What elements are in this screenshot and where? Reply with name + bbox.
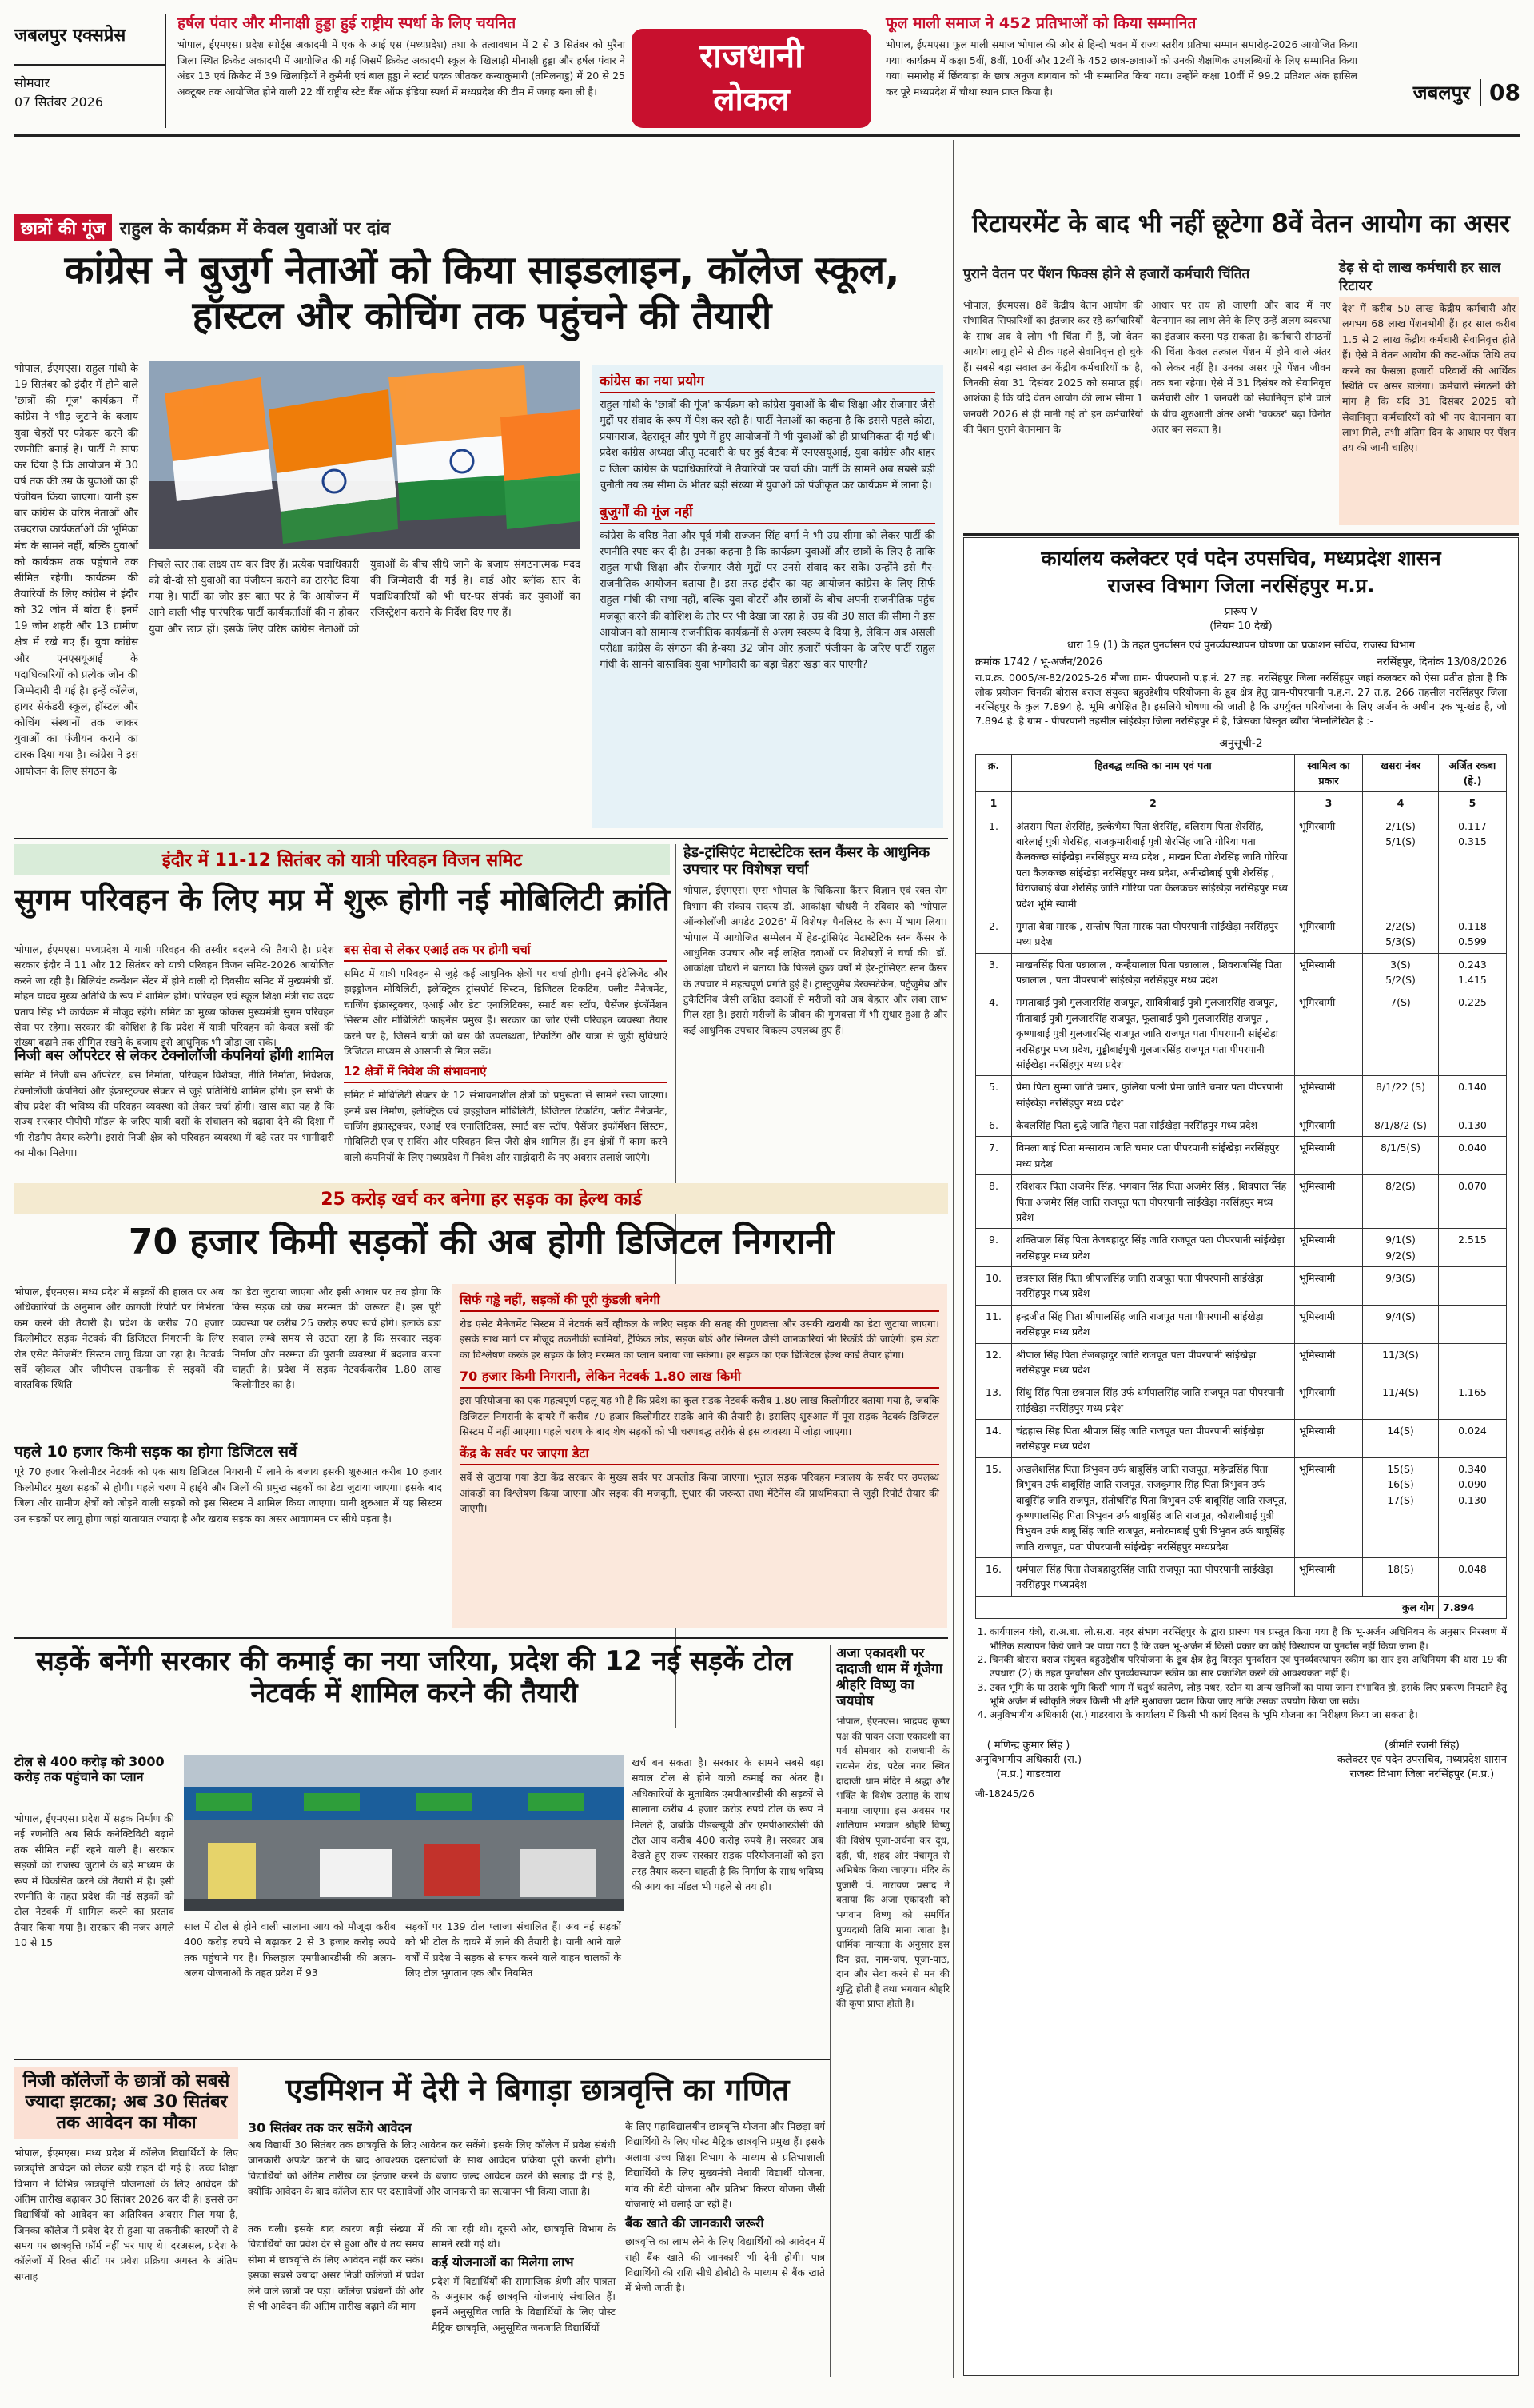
row-type: भूमिस्वामी bbox=[1295, 1229, 1363, 1267]
notice-rule: (नियम 10 देखें) bbox=[1209, 620, 1273, 632]
story1-kicker-sub: राहुल के कार्यक्रम में केवल युवाओं पर दांव bbox=[119, 219, 391, 239]
row-type: भूमिस्वामी bbox=[1295, 1558, 1363, 1597]
story5-box-title: पहले 10 हजार किमी सड़क का होगा डिजिटल सर्वे bbox=[14, 1443, 297, 1461]
story6-col3: सड़कों पर 139 टोल प्लाजा संचालित हैं। अब नई सड़कों को भी टोल के दायरे में लाने की तैयारी है। यानी आने वाले वर्षों में प्रदेश में सड़क से सफर करने वाले वाहन चालकों के लिए टोल भुगतान एक और नियमित bbox=[405, 1920, 621, 1979]
row-type: भूमिस्वामी bbox=[1295, 953, 1363, 991]
masthead-right bbox=[1369, 72, 1520, 112]
teaser-right-title: फूल माली समाज ने 452 प्रतिभाओं को किया सम्मानित bbox=[886, 14, 1197, 32]
story6-col4: खर्च बन सकता है। सरकार के सामने सबसे बड़ा सवाल टोल से होने वाली कमाई का अंतर है। अधिकारियों के मुताबिक एमपीआरडीसी की सड़कों से सालाना करीब 4 हजार करोड़ रुपये टोल के रूप में मिलते हैं, जबकि पीडब्ल्यूडी और एमपीआरडीसी की टोल आय करीब 400 करोड़ रुपये है। सरकार अब देखते हुए राज्य सरकार सड़क परियोजनाओं को इस तरह तैयार करना चाहती है कि निर्माण के साथ भविष्य की आय का मॉडल भी पहले से तय हो। bbox=[632, 1756, 823, 1892]
masthead-left bbox=[14, 14, 166, 128]
land-table-row bbox=[976, 1381, 1507, 1420]
story8-box2-title: बैंक खाते की जानकारी जरूरी bbox=[625, 2215, 764, 2231]
paper-name: जबलपुर एक्सप्रेस bbox=[14, 26, 126, 46]
section-subtitle: लोकल bbox=[713, 82, 790, 118]
th-khasra: खसरा नंबर bbox=[1363, 754, 1439, 792]
khasra-value: 9/2(S) bbox=[1385, 1249, 1416, 1262]
row-area bbox=[1439, 1420, 1507, 1458]
area-value bbox=[1443, 1347, 1502, 1361]
area-value: 0.090 bbox=[1458, 1478, 1487, 1491]
land-table-row bbox=[976, 815, 1507, 915]
th-type: स्वामित्व का प्रकार bbox=[1295, 754, 1363, 792]
teaser-right bbox=[886, 14, 1357, 128]
land-table-row bbox=[976, 1420, 1507, 1458]
teaser-left-text: भोपाल, ईएमएस। प्रदेश स्पोर्ट्स अकादमी में एक के आई एस (मध्यप्रदेश) तथा के तत्वावधान में 2 से 3 सितंबर को मुरैना जिला स्थित क्रिकेट अकादमी में आयोजित की गई जिसमें क्रिकेट अकादमी स्कूल के खिलाड़ी मीनाक्षी हुड्डा और हर्षल पंवार ने अंडर 13 एवं क्रिकेट में 39 खिलाड़ियों ने कुमैनी एवं बाल हुड्डा ने स्टार्ट पदक जीतकर कन्याकुमारी (तमिलनाडु) में 20 से 25 अक्टूबर तक आयोजित होने वाली 22 वीं राष्ट्रीय स्टेट बैंक ऑफ इंडिया स्पर्धा में मध्यप्रदेश की टीम में जगह बना ली है। bbox=[177, 38, 625, 98]
notice-form: प्रारूप V bbox=[1224, 606, 1258, 618]
row-sn: 14. bbox=[976, 1420, 1012, 1458]
row-type: भूमिस्वामी bbox=[1295, 1420, 1363, 1458]
area-value: 0.024 bbox=[1458, 1425, 1487, 1437]
story8-left-text: भोपाल, ईएमएस। मध्य प्रदेश में कॉलेज विद्यार्थियों के लिए छात्रवृत्ति आवेदन को लेकर बड़ी राहत दी गई है। उच्च शिक्षा विभाग ने विभिन्न छात्रवृत्ति योजनाओं के लिए आवेदन की अंतिम तारीख बढ़ाकर 30 सितंबर 2026 कर दी है। इससे उन विद्यार्थियों को आवेदन का अतिरिक्त अवसर मिल गया है, जिनका कॉलेज में प्रवेश देर से हुआ या तकनीकी कारणों से वे समय पर छात्रवृत्ति फॉर्म नहीं भर पाए थे। दरअसल, प्रदेश के कॉलेजों में रिक्त सीटों पर प्रवेश प्रक्रिया अगस्त के अंतिम सप्ताह bbox=[14, 2146, 238, 2282]
row-name: ममताबाई पुत्री गुलजारसिंह राजपूत, सावित्रीबाई पुत्री गुलजारसिंह राजपूत, गीताबाई पुत्री गुलजारसिंह राजपूत, फूलाबाई पुत्री गुलजारसिंह राजपूत , कृष्णाबाई पुत्री गुलजारसिंह राजपूत जाति राजपूत पता पीपरपानी सांईखेड़ा नरसिंहपुर मध्य प्रदेश, गुड्डीबाईपुत्री गुलजारसिंह राजपूत पता पीपरपानी सांईखेड़ा नरसिंहपुर मध्य प्रदेश bbox=[1012, 991, 1295, 1076]
land-table-row bbox=[976, 1343, 1507, 1381]
khasra-value: 2/2(S) bbox=[1385, 919, 1416, 932]
area-value: 0.243 bbox=[1458, 958, 1487, 971]
land-table-row bbox=[976, 1175, 1507, 1229]
story8-col1: अब विद्यार्थी 30 सितंबर तक छात्रवृत्ति के लिए आवेदन कर सकेंगे। इसके लिए कॉलेज में प्रवेश संबंधी जानकारी अपडेट कराने के बाद आवश्यक दस्तावेजों के साथ आवेदन प्रक्रिया पूरी करनी होगी। विद्यार्थियों को अंतिम तारीख का इंतजार करने के बजाय जल्द आवेदन करने की सलाह दी गई है, क्योंकि आवेदन के बाद कॉलेज स्तर पर दस्तावेजों और जानकारी का सत्यापन भी किया जाता है। bbox=[248, 2139, 616, 2198]
row-name: इन्द्रजीत सिंह पिता श्रीपालसिंह जाति राजपूत पता पीपरपानी सांईखेड़ा नरसिंहपुर मध्य प्रदेश bbox=[1012, 1305, 1295, 1343]
story5-side2-text: इस परियोजना का एक महत्वपूर्ण पहलू यह भी है कि प्रदेश का कुल सड़क नेटवर्क करीब 1.80 लाख किलोमीटर बताया गया है, जबकि डिजिटल निगरानी के दायरे में करीब 70 हजार किलोमीटर सड़कें आने की तैयारी है। इसलिए शुरुआत में पूरा सड़क नेटवर्क डिजिटल सिस्टम में नहीं आएगा। पहले चरण के बाद शेष सड़कों को भी चरणबद्ध तरीके से इस व्यवस्था में जोड़ा जाएगा। bbox=[460, 1394, 939, 1437]
khasra-value: 17(S) bbox=[1387, 1493, 1414, 1506]
land-table-body bbox=[976, 815, 1507, 1596]
row-name: प्रेमा पिता सुम्मा जाति चमार, फुलिया पत्नी प्रेमा जाति चमार पता पीपरपानी सांईखेड़ा नरसिंहपुर मध्य प्रदेश bbox=[1012, 1076, 1295, 1114]
khasra-value: 5/3(S) bbox=[1385, 935, 1416, 948]
story3-side2-title: 12 क्षेत्रों में निवेश की संभावनाएं bbox=[344, 1063, 667, 1083]
row-sn: 10. bbox=[976, 1267, 1012, 1306]
divider-story3 bbox=[14, 838, 948, 839]
notice-ref-right: नरसिंहपुर, दिनांक 13/08/2026 bbox=[1377, 656, 1507, 668]
row-area bbox=[1439, 815, 1507, 915]
story3-box bbox=[14, 1047, 334, 1167]
colnum-4: 4 bbox=[1363, 792, 1439, 815]
area-value: 0.315 bbox=[1458, 835, 1487, 847]
toll-plaza-photo bbox=[184, 1755, 624, 1911]
row-khasra bbox=[1363, 1343, 1439, 1381]
story1-col2: निचले स्तर तक लक्ष्य तय कर दिए हैं। प्रत्येक पदाधिकारी को दो-दो सौ युवाओं का पंजीयन कराने का टारगेट दिया गया है। पार्टी का जोर इस बात पर है कि आयोजन में आने वाली भीड़ पारंपरिक पार्टी कार्यकर्ताओं की न होकर युवा और छात्र हों। इसके लिए वरिष्ठ कांग्रेस नेताओं को युवाओं के बीच सीधे जाने के बजाय संगठनात्मक मदद की जिम्मेदारी दी गई है। वार्ड और ब्लॉक स्तर के पदाधिकारियों को भी घर-घर संपर्क कर युवाओं का रजिस्ट्रेशन कराने के निर्देश दिए गए हैं। bbox=[149, 559, 580, 636]
story5-side3-text: सर्वे से जुटाया गया डेटा केंद्र सरकार के मुख्य सर्वर पर अपलोड किया जाएगा। भूतल सड़क परिवहन मंत्रालय के सर्वर पर उपलब्ध आंकड़ों का विश्लेषण किया जाएगा और सड़क की मजबूती, सुधार की जरूरत तथा मेंटेनेंस की प्राथमिकता से जुड़ी रिपोर्ट तैयार की जाएगी। bbox=[460, 1471, 939, 1514]
row-sn: 1. bbox=[976, 815, 1012, 915]
row-area bbox=[1439, 1381, 1507, 1420]
row-khasra bbox=[1363, 1076, 1439, 1114]
story5-side2-title: 70 हजार किमी निगरानी, लेकिन नेटवर्क 1.80 लाख किमी bbox=[460, 1367, 939, 1389]
khasra-value: 5/2(S) bbox=[1385, 974, 1416, 986]
story8-box2-text: छात्रवृत्ति का लाभ लेने के लिए विद्यार्थियों को आवेदन में सही बैंक खाते की जानकारी भी देनी होगी। पात्र विद्यार्थियों की राशि सीधे डीबीटी के माध्यम से बैंक खाते में भेजी जाती है। bbox=[625, 2235, 825, 2294]
story2-headline: रिटायरमेंट के बाद भी नहीं छूटेगा 8वें वेतन आयोग का असर bbox=[972, 209, 1510, 238]
congress-flags-image bbox=[149, 361, 580, 549]
row-name: धर्मपाल सिंह पिता तेजबहादुरसिंह जाति राजपूत पता पीपरपानी सांईखेड़ा नरसिंहपुर मध्यप्रदेश bbox=[1012, 1558, 1295, 1597]
khasra-value: 15(S) bbox=[1387, 1462, 1414, 1475]
row-sn: 4. bbox=[976, 991, 1012, 1076]
notice-note: 1. कार्यपालन यंत्री, रा.अ.बा. लो.स.रा. नहर संभाग नरसिंहपुर के द्वारा प्रारूप पत्र प्रस्तुत किया गया है कि भू-अर्जन अधिनियम के अनुसार निरस्त्रण में भौतिक सत्यापन किये जाने पर पाया गया है कि उक्त भू-अर्जन में किसी प्रकार का कोई विस्थापन या पुनर्वास नहीं किया जाना है। bbox=[990, 1625, 1507, 1653]
row-name: छत्रसाल सिंह पिता श्रीपालसिंह जाति राजपूत पता पीपरपानी सांईखेड़ा नरसिंहपुर मध्य प्रदेश bbox=[1012, 1267, 1295, 1306]
story8-col1b: तक चली। इसके बाद कारण बड़ी संख्या में विद्यार्थियों का प्रवेश देर से हुआ और वे तय समय सीमा में छात्रवृत्ति के लिए आवेदन नहीं कर सके। इसका सबसे ज्यादा असर निजी कॉलेजों में प्रवेश लेने वाले छात्रों पर पड़ा। कॉलेज प्रबंधनों की ओर से भी आवेदन की अंतिम तारीख बढ़ाने की मांग bbox=[248, 2223, 424, 2312]
signature-right bbox=[1337, 1737, 1507, 1780]
story6-headline: सड़कें बनेंगी सरकार की कमाई का नया जरिया, प्रदेश की 12 नई सड़कें टोल नेटवर्क में शामिल करने की तैयारी bbox=[35, 1645, 793, 1710]
story5-side bbox=[452, 1284, 947, 1628]
sign-left-name: ( मणिन्द्र कुमार सिंह ) bbox=[986, 1739, 1070, 1752]
story3-side-title: बस सेवा से लेकर एआई तक पर होगी चर्चा bbox=[344, 942, 667, 962]
row-name: शक्तिपाल सिंह पिता तेजबहादुर सिंह जाति राजपूत पता पीपरपानी सांईखेड़ा नरसिंहपुर मध्य प्रदेश bbox=[1012, 1229, 1295, 1267]
divider-story6 bbox=[14, 1637, 948, 1639]
khasra-value: 9/4(S) bbox=[1385, 1310, 1416, 1322]
story6-col2: साल में टोल से होने वाली सालाना आय को मौजूदा करीब 400 करोड़ रुपये से बढ़ाकर 2 से 3 हजार करोड़ रुपये तक पहुंचाने पर है। फिलहाल एमपीआरडीसी की अलग-अलग योजनाओं के तहत प्रदेश में 93 bbox=[184, 1920, 396, 1979]
sign-right-name: (श्रीमति रजनी सिंह) bbox=[1384, 1739, 1460, 1752]
khasra-value: 9/1(S) bbox=[1385, 1234, 1416, 1246]
divider-notice-top bbox=[963, 533, 1519, 536]
row-khasra bbox=[1363, 1420, 1439, 1458]
row-khasra bbox=[1363, 1558, 1439, 1597]
story2-sub1: पुराने वेतन पर पेंशन फिक्स होने से हजारों कर्मचारी चिंतित bbox=[963, 266, 1250, 282]
area-value bbox=[1443, 1270, 1502, 1285]
khasra-value: 9/3(S) bbox=[1385, 1272, 1416, 1284]
row-type: भूमिस्वामी bbox=[1295, 1381, 1363, 1420]
story8-col2: की जा रही थी। दूसरी ओर, छात्रवृत्ति विभाग के सामने रखी गई थी। bbox=[432, 2223, 616, 2251]
total-label: कुल योग bbox=[976, 1596, 1439, 1618]
land-table-row bbox=[976, 953, 1507, 991]
signature-left bbox=[975, 1737, 1082, 1780]
page-number: 08 bbox=[1480, 79, 1520, 106]
story5-side3-title: केंद्र के सर्वर पर जाएगा डेटा bbox=[460, 1444, 939, 1465]
khasra-value: 3(S) bbox=[1390, 958, 1411, 971]
row-type: भूमिस्वामी bbox=[1295, 1305, 1363, 1343]
story3-side2-text: समिट में मोबिलिटी सेक्टर के 12 संभावनाशील क्षेत्रों को प्रमुखता से सामने रखा जाएगा। इनमें बस निर्माण, इलेक्ट्रिक एवं हाइड्रोजन मोबिलिटी, डिजिटल टिकटिंग, फ्लीट मैनेजमेंट, चार्जिंग इंफ्रास्ट्रक्चर, एआई एवं एनालिटिक्स, स्मार्ट बस स्टॉप, पैसेंजर इंफॉर्मेशन सिस्टम, मोबिलिटी-एज-ए-सर्विस और परिवहन वित्त जैसे क्षेत्र शामिल हैं। इन क्षेत्रों में काम करने वाली कंपनियों के लिए मध्यप्रदेश में निवेश और साझेदारी के नए अवसर तलाशे जाएंगे। bbox=[344, 1089, 667, 1163]
row-sn: 3. bbox=[976, 953, 1012, 991]
row-type: भूमिस्वामी bbox=[1295, 1175, 1363, 1229]
khasra-value: 18(S) bbox=[1387, 1563, 1414, 1575]
story7 bbox=[836, 1645, 950, 2034]
row-area bbox=[1439, 1137, 1507, 1175]
row-area bbox=[1439, 1229, 1507, 1267]
toll-plaza-image bbox=[184, 1755, 624, 1911]
row-area bbox=[1439, 953, 1507, 991]
row-name: विमला बाई पिता मन्साराम जाति चमार पता पीपरपानी सांईखेड़ा नरसिंहपुर मध्य प्रदेश bbox=[1012, 1137, 1295, 1175]
row-sn: 15. bbox=[976, 1457, 1012, 1557]
th-area: अर्जित रकबा (हे.) bbox=[1439, 754, 1507, 792]
land-table-row bbox=[976, 1457, 1507, 1557]
story8-left bbox=[14, 2067, 238, 2378]
land-table-row bbox=[976, 1558, 1507, 1597]
land-table-header bbox=[976, 754, 1507, 792]
story7-headline: अजा एकादशी पर दादाजी धाम में गूंजेगा श्रीहरि विष्णु का जयघोष bbox=[836, 1645, 942, 1710]
notice-ref-row bbox=[975, 654, 1507, 668]
row-khasra bbox=[1363, 1114, 1439, 1137]
story8-mid bbox=[432, 2221, 616, 2377]
notice-ref-left: क्रमांक 1742 / भू-अर्जन/2026 bbox=[975, 656, 1103, 668]
story5-col1: भोपाल, ईएमएस। मध्य प्रदेश में सड़कों की हालत पर अब अधिकारियों के अनुमान और कागजी रिपोर्ट पर निर्भरता कम करने की तैयारी है। प्रदेश के करीब 70 हजार किलोमीटर सड़क नेटवर्क की डिजिटल निगरानी के लिए रोड एसेट मैनेजमेंट सिस्टम लागू किया जा रहा है। नेटवर्क सर्वे व्हीकल और जीपीएस तकनीक से सड़कों की वास्तविक स्थिति bbox=[14, 1286, 224, 1391]
khasra-value: 8/1/5(S) bbox=[1381, 1142, 1420, 1154]
row-sn: 13. bbox=[976, 1381, 1012, 1420]
khasra-value: 2/1(S) bbox=[1385, 819, 1416, 832]
story1-kicker: छात्रों की गूंज bbox=[14, 214, 112, 241]
notice-note: 4. अनुविभागीय अधिकारी (रा.) गाडरवारा के कार्यालय में किसी भी कार्य दिवस के भूमि योजना का निरीक्षण किया जा सकता है। bbox=[990, 1708, 1507, 1722]
area-value: 0.070 bbox=[1458, 1180, 1487, 1193]
notice-title2: राजस्व विभाग जिला नरसिंहपुर म.प्र. bbox=[1107, 574, 1375, 597]
khasra-value: 11/4(S) bbox=[1382, 1386, 1419, 1399]
row-sn: 9. bbox=[976, 1229, 1012, 1267]
story6-col1: भोपाल, ईएमएस। प्रदेश में सड़क निर्माण की नई रणनीति अब सिर्फ कनेक्टिविटी बढ़ाने तक सीमित नहीं रहने वाली है। सरकार सड़कों को राजस्व जुटाने के बड़े माध्यम के रूप में विकसित करने की तैयारी में है। इसी रणनीति के तहत प्रदेश की नई सड़कों को टोल नेटवर्क में शामिल करने का प्रस्ताव तैयार किया गया है। सरकार की नजर अगले 10 से 15 bbox=[14, 1812, 174, 1948]
notice-annex: अनुसूची-2 bbox=[1219, 736, 1263, 750]
land-schedule-table bbox=[975, 754, 1507, 1620]
area-value: 0.130 bbox=[1458, 1119, 1487, 1131]
story3-side-text: समिट में यात्री परिवहन से जुड़े कई आधुनिक क्षेत्रों पर चर्चा होगी। इनमें इंटेलिजेंट और हाइड्रोजन मोबिलिटी, इलेक्ट्रिक ट्रांसपोर्ट सिस्टम, डिजिटल टिकटिंग, फ्लीट मैनेजमेंट, चार्जिंग इंफ्रास्ट्रक्चर, एआई और डेटा एनालिटिक्स, स्मार्ट बस स्टॉप, पैसेंजर इंफॉर्मेशन सिस्टम और मोबिलिटी फाइनेंस प्रमुख हैं। सरकार का जोर ऐसी परिवहन व्यवस्था तैयार करने पर है, जिसमें यात्री को बस की उपलब्धता, टिकटिंग और यात्रा से जुड़ी सुविधाएं डिजिटल माध्यम से आसानी से मिल सकें। bbox=[344, 967, 667, 1057]
row-khasra bbox=[1363, 1305, 1439, 1343]
row-area bbox=[1439, 915, 1507, 953]
row-khasra bbox=[1363, 1137, 1439, 1175]
sign-left-place: (म.प्र.) गाडरवारा bbox=[996, 1768, 1061, 1780]
row-name: चंद्रहास सिंह पिता श्रीपाल सिंह जाति राजपूत पता पीपरपानी सांईखेड़ा नरसिंहपुर मध्य प्रदेश bbox=[1012, 1420, 1295, 1458]
area-value bbox=[1443, 1248, 1502, 1262]
divider-story7 bbox=[830, 1645, 831, 2377]
row-type: भूमिस्वामी bbox=[1295, 1267, 1363, 1306]
area-value: 2.515 bbox=[1458, 1234, 1487, 1246]
area-value: 0.225 bbox=[1458, 996, 1487, 1009]
land-table-row bbox=[976, 1137, 1507, 1175]
row-type: भूमिस्वामी bbox=[1295, 991, 1363, 1076]
section-title: राजधानी bbox=[699, 36, 804, 75]
story5-headline: 70 हजार किमी सड़कों की अब होगी डिजिटल निगरानी bbox=[128, 1222, 835, 1262]
govt-notice bbox=[963, 537, 1519, 2376]
story4-headline: हेड-ट्रांसिएंट मेटास्टेटिक स्तन कैंसर के आधुनिक उपचार पर विशेषज्ञ चर्चा bbox=[683, 844, 930, 879]
row-khasra bbox=[1363, 915, 1439, 953]
city-name: जबलपुर bbox=[1412, 81, 1471, 104]
row-sn: 2. bbox=[976, 915, 1012, 953]
edition-date: सोमवार 07 सितंबर 2026 bbox=[14, 64, 165, 112]
row-name: अखलेशसिंह पिता त्रिभुवन उर्फ बाबूसिंह जाति राजपूत, महेन्द्रसिंह पिता त्रिभुवन उर्फ बाबूसिंह जाति राजपूत, राजकुमार सिंह पिता त्रिभुवन उर्फ बाबूसिंह जाति राजपूत, संतोषसिंह पिता त्रिभुवन उर्फ बाबूसिंह जाति राजपूत, कृष्णपालसिंह पिता त्रिभुवन उर्फ बाबूसिंह जाति राजपूत, कौशलीबाई पुत्री त्रिभुवन उर्फ बाबू सिंह जाति राजपूत, मनोरमाबाई पुत्री त्रिभुवन उर्फ बाबूसिंह जाति राजपूत, पता पीपरपानी सांईखेड़ा नरसिंहपुर मध्यप्रदेश bbox=[1012, 1457, 1295, 1557]
story8-box-title: कई योजनाओं का मिलेगा लाभ bbox=[432, 2254, 574, 2270]
khasra-value: 16(S) bbox=[1387, 1478, 1414, 1491]
area-value: 1.165 bbox=[1458, 1386, 1487, 1399]
story3-lead: भोपाल, ईएमएस। मध्यप्रदेश में यात्री परिवहन की तस्वीर बदलने की तैयारी है। प्रदेश सरकार इंदौर में 11 और 12 सितंबर को यात्री परिवहन विजन समिट-2026 आयोजित करने जा रही है। ब्रिलियंट कन्वेंशन सेंटर में होने वाली दो दिवसीय समिट में मुख्यमंत्री डॉ. मोहन यादव मुख्य अतिथि के रूप में शामिल होंगे। परिवहन एवं स्कूल शिक्षा मंत्री राव उदय प्रताप सिंह भी कार्यक्रम में मौजूद रहेंगे। समिट का मुख्य फोकस मुख्यमंत्री सुगम परिवहन सेवा पर रहेगा। सरकार की कोशिश है कि प्रदेश में यात्री परिवहन को केवल बसों की संख्या बढ़ाने तक सीमित रखने के बजाय इसे आधुनिक भी जोड़ा जा सके। bbox=[14, 943, 334, 1049]
story5-box bbox=[14, 1443, 442, 1623]
story1-box2-title: बुजुर्गों की गूंज नहीं bbox=[600, 502, 935, 524]
land-table-total bbox=[976, 1596, 1507, 1618]
row-area bbox=[1439, 991, 1507, 1076]
th-sn: क्र. bbox=[976, 754, 1012, 792]
row-area bbox=[1439, 1305, 1507, 1343]
notice-signatures bbox=[975, 1737, 1507, 1780]
story1-box1-title: कांग्रेस का नया प्रयोग bbox=[600, 371, 935, 393]
row-khasra bbox=[1363, 953, 1439, 991]
story2-sub2: डेढ़ से दो लाख कर्मचारी हर साल रिटायर bbox=[1339, 260, 1501, 294]
area-value: 0.599 bbox=[1458, 935, 1487, 948]
row-type: भूमिस्वामी bbox=[1295, 815, 1363, 915]
row-type: भूमिस्वामी bbox=[1295, 1457, 1363, 1557]
story1-sidebox bbox=[592, 365, 943, 828]
notice-note: 2. चिनकी बोरास बराज संयुक्त बहुउद्देशीय परियोजना के डूब क्षेत्र हेतु विस्तृत पुनर्वासन एवं पुनर्व्यवस्थापन स्कीम का सार इस अधिनियम की धारा-19 की उपधारा (2) के तहत पुनर्वासन और पुनर्व्यवस्थापन स्कीम का सार प्रकाशित करने की आवश्यकता नहीं है। bbox=[990, 1653, 1507, 1681]
land-table-row bbox=[976, 1076, 1507, 1114]
area-value: 0.340 bbox=[1458, 1462, 1487, 1475]
row-type: भूमिस्वामी bbox=[1295, 1343, 1363, 1381]
area-value: 0.118 bbox=[1458, 919, 1487, 932]
story4-text: भोपाल, ईएमएस। एम्स भोपाल के चिकित्सा कैंसर विज्ञान एवं रक्त रोग विभाग की संकाय सदस्य डॉ. आकांक्षा चौधरी ने रविवार को 'भोपाल ऑन्कोलॉजी अपडेट 2026' में विशेषज्ञ पैनलिस्ट के रूप में भाग लिया। भोपाल में आयोजित सम्मेलन में हेड-ट्रांसिएंट मेटास्टेटिक स्तन कैंसर के आधुनिक उपचार और नई लक्षित दवाओं पर विशेषज्ञों ने चर्चा की। डॉ. आकांक्षा चौधरी ने बताया कि पिछले कुछ वर्षों में हेर-ट्रांसिएंट स्तन कैंसर के उपचार में महत्वपूर्ण प्रगति हुई है। ट्रास्टुजुमैब डेरक्सटेकेन, पर्टुजुमैब और टुकैटिनिब जैसी लक्षित दवाओं से मरीजों को अब बेहतर और लंबा लाभ मिल रहा है। इससे मरीजों के जीवन की गुणवत्ता में भी सुधार हुआ है और कई आधुनिक उपचार विकल्प उपलब्ध हुए हैं। bbox=[683, 884, 947, 1036]
row-khasra bbox=[1363, 1229, 1439, 1267]
story5-box-text: पूरे 70 हजार किलोमीटर नेटवर्क को एक साथ डिजिटल निगरानी में लाने के बजाय इसकी शुरुआत करीब 10 हजार किलोमीटर मुख्य सड़कों से होगी। पहले चरण में हाईवे और जिलों की प्रमुख सड़कों का डेटा जुटाया जाएगा। इसके बाद जिला और ग्रामीण क्षेत्रों को जोड़ने वाली सड़कों को इस सिस्टम में शामिल किया जाएगा। यानी शुरुआत में यह सिस्टम उन सड़कों पर लागू होगा जहां यातायात ज्यादा है और खराब सड़क का असर आवागमन पर सीधे पड़ता है। bbox=[14, 1465, 442, 1525]
khasra-value: 14(S) bbox=[1387, 1425, 1414, 1437]
row-type: भूमिस्वामी bbox=[1295, 1076, 1363, 1114]
row-name: रविशंकर पिता अजमेर सिंह, भगवान सिंह पिता अजमेर सिंह , शिवपाल सिंह पिता अजमेर सिंह जाति राजपूत पता पीपरपानी सांईखेड़ा नरसिंहपुर मध्य प्रदेश bbox=[1012, 1175, 1295, 1229]
area-value: 1.415 bbox=[1458, 974, 1487, 986]
story1-box2-text: कांग्रेस के वरिष्ठ नेता और पूर्व मंत्री सज्जन सिंह वर्मा ने भी उम्र सीमा को लेकर पार्टी की रणनीति स्पष्ट कर दी है। उनका कहना है कि कार्यक्रम युवाओं और छात्रों के लिए है ताकि राहुल गांधी शिक्षा और रोजगार जैसे मुद्दों पर उनसे संवाद कर सकें। उन्होंने इसे गैर-राजनीतिक आयोजन बताया है। इस तरह इंदौर का यह आयोजन कांग्रेस के लिए सिर्फ राहुल गांधी की सभा नहीं, बल्कि युवा वोटरों और छात्रों के बीच अपनी राजनीतिक पहुंच मजबूत करने की कोशिश के तौर पर भी देखा जा रहा है। उम्र की 30 साल की सीमा ने इस आयोजन को सामान्य राजनीतिक कार्यक्रमों से अलग स्वरूप दे दिया है, लेकिन अब असली परीक्षा कांग्रेस के संगठन की है-क्या 32 जोन और हजारों पंजीयन के जरिए पार्टी राहुल गांधी के सामने वास्तविक युवा भागीदारी का बड़ा चेहरा खड़ा कर पाएगी? bbox=[600, 529, 935, 671]
row-sn: 16. bbox=[976, 1558, 1012, 1597]
colnum-3: 3 bbox=[1295, 792, 1363, 815]
row-area bbox=[1439, 1457, 1507, 1557]
teaser-right-text: भोपाल, ईएमएस। फूल माली समाज भोपाल की ओर से हिन्दी भवन में राज्य स्तरीय प्रतिभा सम्मान समारोह-2026 आयोजित किया गया। कार्यक्रम में कक्षा 5वीं, 8वीं, 10वीं और 12वीं के 452 छात्र-छात्राओं को उनकी शैक्षणिक उपलब्धियों के लिए सम्मानित किया गया। समारोह में छिंदवाड़ा के छात्र अनुज बागवान को भी सम्मानित किया गया। उन्होंने कक्षा 10वीं में 99.2 प्रतिशत अंक हासिल कर पूरे मध्यप्रदेश में चौथा स्थान प्राप्त किया है। bbox=[886, 38, 1357, 98]
story1-col1: भोपाल, ईएमएस। राहुल गांधी के 19 सितंबर को इंदौर में होने वाले 'छात्रों की गूंज' कार्यक्रम में कांग्रेस ने भीड़ जुटाने के बजाय युवा चेहरों पर फोकस करने की रणनीति बनाई है। पार्टी ने साफ कर दिया है कि आयोजन में 30 वर्ष तक की उम्र के युवाओं का ही पंजीयन किया जाएगा। यानी इस बार कांग्रेस के वरिष्ठ नेताओं और उम्रदराज कार्यकर्ताओं की भूमिका मंच के सामने नहीं, बल्कि युवाओं को कार्यक्रम तक पहुंचाने तक सीमित रहेगी। कार्यक्रम की तैयारियों के लिए कांग्रेस ने इंदौर को 32 जोन में बांटा है। इनमें 19 जोन शहरी और 13 ग्रामीण क्षेत्र में रखे गए हैं। युवा कांग्रेस और एनएसयूआई के पदाधिकारियों को प्रत्येक जोन की जिम्मेदारी दी गई है। इन्हें कॉलेज, हायर सेकंडरी स्कूल, हॉस्टल और कोचिंग संस्थानों तक जाकर युवाओं का पंजीयन कराने का टास्क दिया गया है। कांग्रेस ने इस आयोजन के लिए संगठन के bbox=[14, 363, 138, 778]
khasra-value: 11/3(S) bbox=[1382, 1348, 1419, 1361]
story1-kicker-row bbox=[14, 214, 950, 241]
row-area bbox=[1439, 1267, 1507, 1306]
land-table-row bbox=[976, 1229, 1507, 1267]
row-name: श्रीपाल सिंह पिता तेजबहादुर जाति राजपूत पता पीपरपानी सांईखेड़ा नरसिंहपुर मध्य प्रदेश bbox=[1012, 1343, 1295, 1381]
th-name: हितबद्ध व्यक्ति का नाम एवं पता bbox=[1012, 754, 1295, 792]
row-khasra bbox=[1363, 1175, 1439, 1229]
story5-strap: 25 करोड़ खर्च कर बनेगा हर सड़क का हेल्थ कार्ड bbox=[14, 1183, 948, 1214]
congress-rally-photo bbox=[149, 361, 580, 549]
story3-box-text: समिट में निजी बस ऑपरेटर, बस निर्माता, परिवहन विशेषज्ञ, नीति निर्माता, निवेशक, टेक्नोलॉजी कंपनियां और इंफ्रास्ट्रक्चर सेक्टर से जुड़े प्रतिनिधि शामिल होंगे। इन सभी के बीच प्रदेश की भविष्य की परिवहन व्यवस्था को लेकर चर्चा होगी। खास बात यह है कि राज्य सरकार पीपीपी मॉडल के जरिए यात्री बसों के संचालन को बढ़ावा देने की दिशा में भी रोडमैप तैयार करेगी। इससे निजी क्षेत्र को परिवहन व्यवस्था में बड़े स्तर पर भागीदारी का मौका मिलेगा। bbox=[14, 1069, 334, 1159]
land-table-row bbox=[976, 1267, 1507, 1306]
khasra-value: 5/1(S) bbox=[1385, 835, 1416, 847]
khasra-value: 7(S) bbox=[1390, 996, 1411, 1009]
story2-col2: आधार पर तय हो जाएगी और बाद में नए वेतनमान का लाभ लेने के लिए उन्हें अलग व्यवस्था का इंतजार करना पड़ सकता है। कर्मचारी संगठनों की चिंता केवल तत्काल पेंशन में होने वाले अंतर को लेकर नहीं है। उनका असर पूरे पेंशन जीवन तक बना रहेगा। ऐसे में 31 दिसंबर को सेवानिवृत्त कर्मचारी और 1 जनवरी को सेवानिवृत्त होने वाले के बीच शुरुआती अंतर अभी 'चक्कर' बढ़ा विनीत अंतर बन सकता है। bbox=[1151, 299, 1331, 435]
story3-strap: इंदौर में 11-12 सितंबर को यात्री परिवहन विजन समिट bbox=[14, 844, 670, 875]
area-value: 0.117 bbox=[1458, 819, 1487, 832]
khasra-value: 8/2(S) bbox=[1385, 1180, 1416, 1193]
row-khasra bbox=[1363, 991, 1439, 1076]
notice-para1: धारा 19 (1) के तहत पुनर्वासन एवं पुनर्व्यवस्थापन घोषणा का प्रकाशन सचिव, राजस्व विभाग bbox=[1066, 640, 1416, 652]
notice-notes bbox=[990, 1625, 1507, 1723]
area-value bbox=[1443, 1309, 1502, 1323]
row-name: अंतराम पिता शेरसिंह, हल्केभैया पिता शेरसिंह, बलिराम पिता शेरसिंह, बारेलाई पुत्री शेरसिंह, राजकुमारीबाई पुत्री शेरसिंह जाति गोरिया पता कैलकच्छ सांईखेड़ा नरसिंहपुर मध्य प्रदेश , माखन पिता शेरसिंह जाति गोरिया पता कैलकच्छ सांईखेड़ा नरसिंहपुर मध्य प्रदेश, अनीखीबाई पुत्री शेरसिंह , विराजबाई बेवा शेरसिंह जाति गोरिया पता कैलकच्छ सांईखेड़ा नरसिंहपुर मध्य प्रदेश भूमि स्वामी bbox=[1012, 815, 1295, 915]
row-type: भूमिस्वामी bbox=[1295, 1137, 1363, 1175]
teaser-left bbox=[177, 14, 625, 128]
story5-col2: का डेटा जुटाया जाएगा और इसी आधार पर तय होगा कि किस सड़क को कब मरम्मत की जरूरत है। इस पूरी व्यवस्था पर करीब 25 करोड़ रुपए खर्च होंगे। इलाके बड़ा सवाल लम्बे समय से उठता रहा है कि सरकार सड़क निर्माण और मरम्मत की पुरानी व्यवस्था में बदलाव करना चाहती है। प्रदेश में सड़क नेटवर्ककरीब 1.80 लाख किलोमीटर का है। bbox=[232, 1286, 441, 1391]
land-table-colnums bbox=[976, 792, 1507, 815]
story4 bbox=[683, 844, 947, 1114]
story8-left-headline: निजी कॉलेजों के छात्रों को सबसे ज्यादा झटका; अब 30 सितंबर तक आवेदन का मौका bbox=[14, 2067, 238, 2139]
row-name: केवलसिंह पिता बुद्धे जाति मेहरा पता सांईखेड़ा नरसिंहपुर मध्य प्रदेश bbox=[1012, 1114, 1295, 1137]
divider-vertical-main bbox=[953, 140, 954, 2378]
row-name: माखनसिंह पिता पन्नालाल , कन्हैयालाल पिता पन्नालाल , शिवराजसिंह पिता पन्नालाल , पता पीपरपानी सांईखेड़ा नरसिंहपुर मध्य प्रदेश bbox=[1012, 953, 1295, 991]
notice-title1: कार्यालय कलेक्टर एवं पदेन उपसचिव, मध्यप्रदेश शासन bbox=[1041, 547, 1441, 570]
row-area bbox=[1439, 1175, 1507, 1229]
row-khasra bbox=[1363, 1267, 1439, 1306]
notice-para2: रा.प्र.क्र. 0005/अ-82/2025-26 मौजा ग्राम- पीपरपानी प.ह.नं. 27 तह. नरसिंहपुर जिला नरसिंहपुर जहां कलक्टर को ऐसा प्रतीत होता है कि लोक प्रयोजन चिनकी बोरास बराज संयुक्त बहुउद्देशीय परियोजना के डूब क्षेत्र हेतु ग्राम-पीपरपानी प.ह.नं. 27 त.ह. 266 तहसील नरसिंहपुर जिला नरसिंहपुर के कुल 7.894 हे. भूमि अपेक्षित है। इसलिये घोषणा की जाती है कि उपर्युक्त परियोजना के लिए अर्जन के अधीन एक भू-खंड है, जो 7.894 हे. है ग्राम - पीपरपानी तहसील सांईखेड़ा जिला नरसिंहपुर में है, जिसका विस्तृत ब्यौरा निम्नलिखित है :- bbox=[975, 672, 1507, 728]
row-khasra bbox=[1363, 1381, 1439, 1420]
story3-box-title: निजी बस ऑपरेटर से लेकर टेक्नोलॉजी कंपनियां होंगी शामिल bbox=[14, 1047, 334, 1064]
area-value: 0.140 bbox=[1458, 1081, 1487, 1094]
divider-story8 bbox=[14, 2059, 830, 2060]
story5-side-title: सिर्फ गड्ढे नहीं, सड़कों की पूरी कुंडली बनेगी bbox=[460, 1290, 939, 1312]
story1-headline: कांग्रेस ने बुजुर्ग नेताओं को किया साइडलाइन, कॉलेज स्कूल, हॉस्टल और कोचिंग तक पहुंचने की तैयारी bbox=[64, 248, 900, 338]
story8-headline: एडमिशन में देरी ने बिगाड़ा छात्रवृत्ति का गणित bbox=[285, 2072, 790, 2107]
area-value: 0.130 bbox=[1458, 1493, 1487, 1506]
area-value: 0.040 bbox=[1458, 1142, 1487, 1154]
row-sn: 6. bbox=[976, 1114, 1012, 1137]
land-table-row bbox=[976, 991, 1507, 1076]
story2-col3: देश में करीब 50 लाख केंद्रीय कर्मचारी और लगभग 68 लाख पेंशनभोगी हैं। हर साल करीब 1.5 से 2 लाख केंद्रीय कर्मचारी सेवानिवृत्त होते हैं। ऐसे में वेतन आयोग की कट-ऑफ तिथि तय करने का फैसला हजारों परिवारों की आर्थिक स्थिति पर असर डालेगा। कर्मचारी संगठनों की मांग है कि यदि 31 दिसंबर 2025 को सेवानिवृत्त कर्मचारियों को भी नए वेतनमान का लाभ मिले, तभी अंतिम दिन के आधार पर पेंशन तय की जानी चाहिए। bbox=[1339, 297, 1519, 525]
story3-headline: सुगम परिवहन के लिए मप्र में शुरू होगी नई मोबिलिटी क्रांति bbox=[14, 882, 670, 917]
row-khasra bbox=[1363, 1457, 1439, 1557]
row-khasra bbox=[1363, 815, 1439, 915]
story8-sub: 30 सितंबर तक कर सकेंगे आवेदन bbox=[248, 2120, 412, 2135]
land-table-row bbox=[976, 1305, 1507, 1343]
land-table-row bbox=[976, 1114, 1507, 1137]
story8-box-text: प्रदेश में विद्यार्थियों की सामाजिक श्रेणी और पात्रता के अनुसार कई छात्रवृत्ति योजनाएं संचालित हैं। इनमें अनुसूचित जाति के विद्यार्थियों के लिए पोस्ट मैट्रिक छात्रवृत्ति, अनुसूचित जनजाति विद्यार्थियों bbox=[432, 2274, 616, 2334]
row-area bbox=[1439, 1076, 1507, 1114]
notice-code: जी-18245/26 bbox=[975, 1788, 1034, 1800]
notice-note: 3. उक्त भूमि के या उसके भूमि किसी भाग में चतुर्थ कालेण, लौह पथर, स्टोन या अन्य खनिजों का पाया जाना संभावित हो, इसके लिए प्रकरण निपटाने हेतु भूमि अर्जन में स्वीकृति लेकर किसी भी क्षति मुआवजा प्रदान किया जाए ताकि उसका उपयोग किया जा सके। bbox=[990, 1681, 1507, 1709]
sign-left-title: अनुविभागीय अधिकारी (रा.) bbox=[975, 1753, 1082, 1766]
row-area bbox=[1439, 1114, 1507, 1137]
row-name: सिंधु सिंह पिता छत्रपाल सिंह उर्फ धर्मपालसिंह जाति राजपूत पता पीपरपानी सांईखेड़ा नरसिंहपुर मध्य प्रदेश bbox=[1012, 1381, 1295, 1420]
row-sn: 11. bbox=[976, 1305, 1012, 1343]
row-type: भूमिस्वामी bbox=[1295, 915, 1363, 953]
row-sn: 8. bbox=[976, 1175, 1012, 1229]
story5-side-text: रोड एसेट मैनेजमेंट सिस्टम में नेटवर्क सर्वे व्हीकल के जरिए सड़क की सतह की गुणवत्ता और उसकी खराबी का डेटा जुटाया जाएगा। इसके साथ मार्ग पर मौजूद तकनीकी खामियों, ट्रैफिक लोड, सड़क बोर्ड और सिग्नल जैसी जानकारियां भी रिकॉर्ड की जाएंगी। इस डेटा का विश्लेषण करके हर सड़क के लिए मरम्मत का प्लान बनाया जा सकेगा। हर सड़क का एक डिजिटल हेल्थ कार्ड तैयार होगा। bbox=[460, 1318, 939, 1361]
section-banner bbox=[632, 29, 871, 128]
row-type: भूमिस्वामी bbox=[1295, 1114, 1363, 1137]
story8-col3: के लिए महाविद्यालयीन छात्रवृत्ति योजना और पिछड़ा वर्ग विद्यार्थियों के लिए पोस्ट मैट्रिक छात्रवृत्ति प्रमुख हैं। इसके अलावा उच्च शिक्षा विभाग के माध्यम से प्रतिभाशाली विद्यार्थियों के लिए मुख्यमंत्री मेधावी विद्यार्थी योजना, गांव की बेटी योजना और प्रतिभा किरण योजना जैसी योजनाएं भी चलाई जा रही हैं। bbox=[625, 2120, 825, 2210]
story1-box1-text: राहुल गांधी के 'छात्रों की गूंज' कार्यक्रम को कांग्रेस युवाओं के बीच शिक्षा और रोजगार जैसे मुद्दों पर संवाद के रूप में पेश कर रही है। पार्टी नेताओं का कहना है कि इससे पहले कोटा, प्रयागराज, देहरादून और पुणे में हुए आयोजनों में भी युवाओं को ही प्राथमिकता दी गई थी। प्रदेश कांग्रेस अध्यक्ष जीतू पटवारी के घर हुई बैठक में एनएसयूआई, युवा कांग्रेस और शहर व जिला कांग्रेस के पदाधिकारियों ने तैयारियों पर चर्चा की। पार्टी के सामने अब सबसे बड़ी चुनौती तय उम्र सीमा के भीतर बड़ी संख्या में युवाओं को पंजीकृत कर कार्यक्रम में लाना है। bbox=[600, 399, 935, 492]
land-table-row bbox=[976, 915, 1507, 953]
story3-side bbox=[344, 942, 667, 1167]
area-value: 0.048 bbox=[1458, 1563, 1487, 1575]
story6-sub: टोल से 400 करोड़ को 3000 करोड़ तक पहुंचाने का प्लान bbox=[14, 1754, 165, 1784]
total-value: 7.894 bbox=[1439, 1596, 1507, 1618]
row-area bbox=[1439, 1343, 1507, 1381]
row-sn: 7. bbox=[976, 1137, 1012, 1175]
row-area bbox=[1439, 1558, 1507, 1597]
sign-right-place: राजस्व विभाग जिला नरसिंहपुर (म.प्र.) bbox=[1349, 1768, 1495, 1780]
masthead-rule bbox=[14, 134, 1520, 137]
teaser-left-title: हर्षल पंवार और मीनाक्षी हुड्डा हुई राष्ट्रीय स्पर्धा के लिए चयनित bbox=[177, 14, 516, 32]
row-sn: 12. bbox=[976, 1343, 1012, 1381]
row-name: गुमता बेवा मास्क , सन्तोष पिता मास्क पता पीपरपानी सांईखेड़ा नरसिंहपुर मध्य प्रदेश bbox=[1012, 915, 1295, 953]
khasra-value: 8/1/22 (S) bbox=[1376, 1081, 1425, 1094]
colnum-1: 1 bbox=[976, 792, 1012, 815]
colnum-2: 2 bbox=[1012, 792, 1295, 815]
story8-right bbox=[625, 2119, 825, 2377]
row-sn: 5. bbox=[976, 1076, 1012, 1114]
story7-text: भोपाल, ईएमएस। भाद्रपद कृष्ण पक्ष की पावन अजा एकादशी का पर्व सोमवार को राजधानी के रायसेन रोड, पटेल नगर स्थित दादाजी धाम मंदिर में श्रद्धा और भक्ति के विशेष उत्साह के साथ मनाया जाएगा। इस अवसर पर शालिग्राम भगवान श्रीहरि विष्णु की विशेष पूजा-अर्चना कर दूध, दही, घी, शहद और पंचामृत से अभिषेक किया जाएगा। मंदिर के पुजारी पं. नारायण प्रसाद ने बताया कि अजा एकादशी को भगवान विष्णु को समर्पित पुण्यदायी तिथि माना जाता है। धार्मिक मान्यता के अनुसार इस दिन व्रत, नाम-जप, पूजा-पाठ, दान और सेवा करने से मन की शुद्धि होती है तथा भगवान श्रीहरि की कृपा प्राप्त होती है। bbox=[836, 1716, 950, 2010]
story2-col1: भोपाल, ईएमएस। 8वें केंद्रीय वेतन आयोग की संभावित सिफारिशों का इंतजार कर रहे कर्मचारियों के साथ अब वे लोग भी चिंता में हैं, जो वेतन आयोग लागू होने से ठीक पहले सेवानिवृत्त हो चुके हैं। सबसे बड़ा सवाल उन केंद्रीय कर्मचारियों का है, जिनकी सेवा 31 दिसंबर 2025 को समाप्त हुई। आशंका है कि यदि वेतन आयोग की लाभ सीमा 1 जनवरी 2026 से ही मानी गई तो इन कर्मचारियों की पेंशन पुराने वेतनमान के bbox=[963, 299, 1143, 435]
khasra-value: 8/1/8/2 (S) bbox=[1373, 1119, 1428, 1131]
colnum-5: 5 bbox=[1439, 792, 1507, 815]
sign-right-title: कलेक्टर एवं पदेन उपसचिव, मध्यप्रदेश शासन bbox=[1337, 1753, 1507, 1766]
